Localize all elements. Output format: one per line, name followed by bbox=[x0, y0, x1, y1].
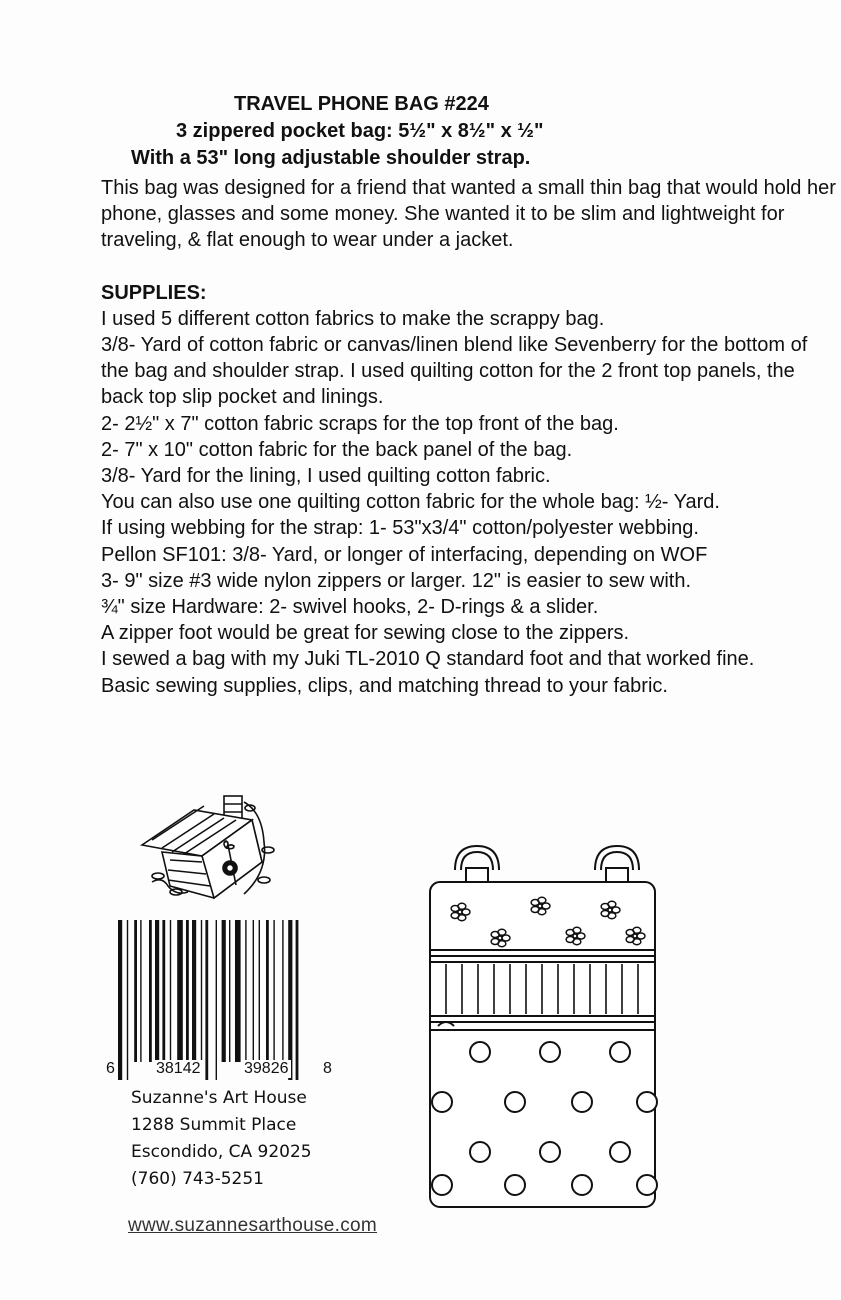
supply-item: Basic sewing supplies, clips, and matching thread to your fabric. bbox=[101, 674, 668, 697]
supply-item: 3/8- Yard of cotton fabric or canvas/linen blend like Sevenberry for the bottom of the bag and shoulder strap. I used quilting cotton for the 2 front top panels, the back top slip pocket and linings. bbox=[101, 334, 808, 409]
polka-dot bbox=[432, 1175, 452, 1195]
barcode-digit-group: 39826 bbox=[244, 1060, 289, 1077]
supply-item: 2- 2½" x 7" cotton fabric scraps for the top front of the bag. bbox=[101, 412, 619, 435]
barcode-bar bbox=[296, 920, 299, 1080]
barcode-bar bbox=[222, 920, 226, 1062]
polka-dot bbox=[610, 1042, 630, 1062]
barcode-bar bbox=[245, 920, 246, 1062]
supplies-heading: SUPPLIES: bbox=[101, 281, 207, 304]
polka-dot bbox=[610, 1142, 630, 1162]
barcode-bar bbox=[266, 920, 269, 1062]
barcode-bar bbox=[134, 920, 137, 1062]
barcode-bar bbox=[253, 920, 254, 1062]
publisher-address bbox=[131, 1085, 312, 1193]
polka-dot bbox=[470, 1142, 490, 1162]
publisher-phone: (760) 743-5251 bbox=[131, 1169, 264, 1189]
barcode-bar bbox=[259, 920, 260, 1062]
pattern-subtitle: 3 zippered pocket bag: 5½" x 8½" x ½" bbox=[176, 120, 544, 142]
bag-illustration bbox=[410, 840, 670, 1220]
supply-item: 2- 7" x 10" cotton fabric for the back panel of the bag. bbox=[101, 438, 573, 461]
polka-dot bbox=[572, 1175, 592, 1195]
supply-item: I sewed a bag with my Juki TL-2010 Q standard foot and that worked fine. bbox=[101, 648, 755, 671]
barcode-bar bbox=[162, 920, 165, 1062]
supply-item: You can also use one quilting cotton fabric for the whole bag: ½- Yard. bbox=[101, 491, 720, 514]
barcode-digit-group: 38142 bbox=[156, 1060, 201, 1077]
barcode-bar bbox=[216, 920, 217, 1080]
polka-dot bbox=[637, 1092, 657, 1112]
polka-dot bbox=[540, 1042, 560, 1062]
body-text bbox=[101, 175, 836, 699]
pattern-strap-note: With a 53" long adjustable shoulder strap. bbox=[131, 147, 531, 169]
barcode-bar bbox=[177, 920, 183, 1062]
polka-dot bbox=[432, 1092, 452, 1112]
pattern-title: TRAVEL PHONE BAG #224 bbox=[234, 93, 489, 115]
supply-item: A zipper foot would be great for sewing close to the zippers. bbox=[101, 622, 630, 645]
publisher-name: Suzanne's Art House bbox=[131, 1088, 307, 1108]
polka-dot bbox=[540, 1142, 560, 1162]
barcode-bar bbox=[155, 920, 159, 1062]
barcode-bar bbox=[127, 920, 128, 1080]
polka-dot bbox=[505, 1092, 525, 1112]
barcode-bar bbox=[170, 920, 171, 1062]
barcode-bar bbox=[140, 920, 141, 1062]
barcode-bar bbox=[273, 920, 274, 1062]
birdhouse-illustration bbox=[132, 790, 292, 910]
polka-dot bbox=[637, 1175, 657, 1195]
barcode-bar bbox=[118, 920, 122, 1080]
barcode-bar bbox=[235, 920, 241, 1062]
supply-item: I used 5 different cotton fabrics to make the scrappy bag. bbox=[101, 307, 605, 330]
supply-item: ¾" size Hardware: 2- swivel hooks, 2- D-rings & a slider. bbox=[101, 596, 599, 619]
barcode-bar bbox=[149, 920, 152, 1062]
barcode-bar bbox=[282, 920, 283, 1062]
supply-item: Pellon SF101: 3/8- Yard, or longer of interfacing, depending on WOF bbox=[101, 543, 708, 566]
barcode-bar bbox=[192, 920, 196, 1062]
barcode-digit-group: 6 bbox=[106, 1060, 115, 1077]
supplies-list bbox=[101, 306, 836, 699]
description-paragraph: This bag was designed for a friend that wanted a small thin bag that would hold her phone, glasses and some money. She wanted it to be slim and lightweight for traveling, & flat enough to wear under a jacket. bbox=[101, 177, 836, 252]
barcode-bar bbox=[201, 920, 202, 1062]
supply-item: 3- 9" size #3 wide nylon zippers or larger. 12" is easier to sew with. bbox=[101, 569, 692, 592]
barcode-bar bbox=[205, 920, 208, 1080]
barcode-bar bbox=[229, 920, 230, 1062]
supply-item: 3/8- Yard for the lining, I used quilting cotton fabric. bbox=[101, 465, 551, 488]
publisher-city: Escondido, CA 92025 bbox=[131, 1142, 312, 1162]
barcode-digit-group: 8 bbox=[323, 1060, 332, 1077]
barcode-bar bbox=[186, 920, 189, 1062]
polka-dot bbox=[572, 1092, 592, 1112]
polka-dot bbox=[470, 1042, 490, 1062]
polka-dot bbox=[505, 1175, 525, 1195]
publisher-website-link[interactable]: www.suzannesarthouse.com bbox=[128, 1215, 378, 1236]
barcode-bar bbox=[288, 920, 292, 1080]
publisher-street: 1288 Summit Place bbox=[131, 1115, 297, 1135]
barcode bbox=[104, 918, 334, 1084]
supply-item: If using webbing for the strap: 1- 53"x3/4" cotton/polyester webbing. bbox=[101, 517, 699, 540]
